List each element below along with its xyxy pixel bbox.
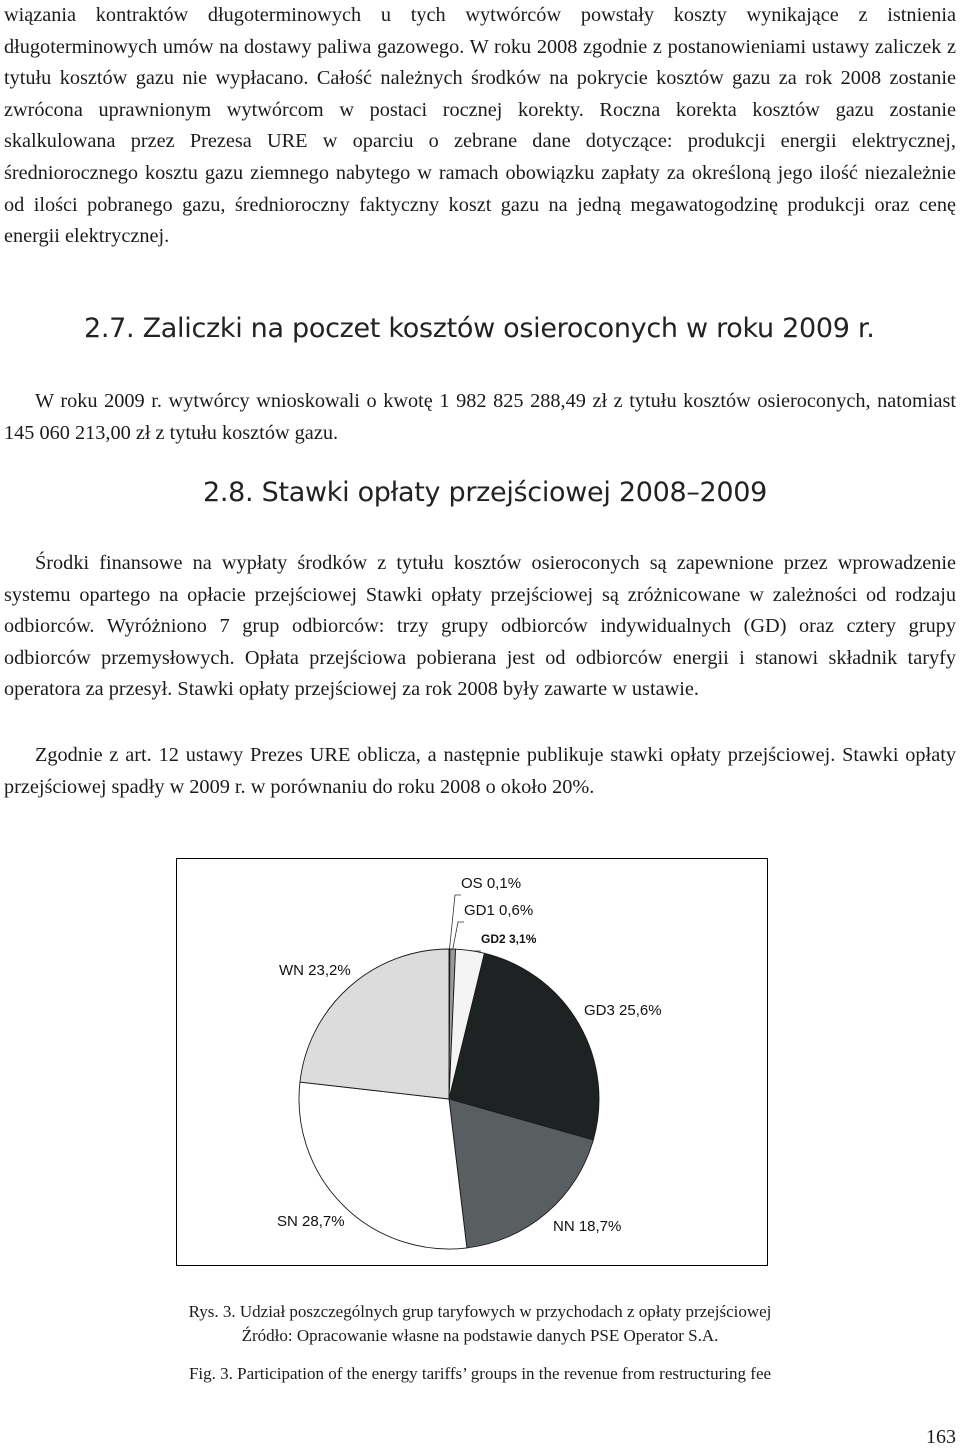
pie-label-os: OS 0,1% (461, 875, 522, 892)
body-paragraph-1: wiązania kontraktów długoterminowych u tych wytwórców powstały koszty wynikające z istnienia długoterminowych umów na dostawy paliwa gazowego. W roku 2008 zgodnie z postanowieniami ustawy zaliczek z tytułu kosztów gazu nie wypłacano. Całość należnych środków na pokrycie kosztów gazu za rok 2008 zostanie zwrócona uprawnionym wytwórcom w postaci rocznej korekty. Roczna korekta kosztów gazu zostanie skalkulowana przez Prezesa URE w oparciu o zebrane dane dotyczące: produkcji energii elektrycznej, średniorocznego kosztu gazu ziemnego nabytego w ramach obowiązku zapłaty za określoną jego ilość niezależnie od ilości pobranego gazu, średnioroczny faktyczny koszt gazu na jedną megawatogodzinę produkcji oraz cenę energii elektrycznej. (4, 4, 956, 248)
pie-leader-line-gd2 (470, 951, 481, 952)
pie-label-gd2: GD2 3,1% (481, 932, 537, 946)
body-paragraph-3: Środki finansowe na wypłaty środków z tytułu kosztów osieroconych są zapewnione przez wprowadzenie systemu opartego na opłacie przejściowej Stawki opłaty przejściowej są zróżnicowane w zależności od rodzaju odbiorców. Wyróżniono 7 grup odbiorców: trzy grupy odbiorców indywidualnych (GD) oraz cztery grupy odbiorców przemysłowych. Opłata przejściowa pobierana jest od odbiorców energii i stanowi składnik taryfy operatora za przesył. Stawki opłaty przejściowej za rok 2008 były zawarte w ustawie. (4, 552, 956, 701)
pie-chart (177, 859, 767, 1265)
pie-label-nn: NN 18,7% (553, 1218, 622, 1235)
figure-caption: Rys. 3. Udział poszczególnych grup taryfowych w przychodach z opłaty przejściowej (188, 1302, 772, 1321)
figure-caption-english: Fig. 3. Participation of the energy tariffs’ groups in the revenue from restructuring fee (188, 1364, 772, 1383)
section-heading-2-7: 2.7. Zaliczki na poczet kosztów osieroconych w roku 2009 r. (84, 313, 875, 344)
section-heading-2-8: 2.8. Stawki opłaty przejściowej 2008–2009 (203, 477, 768, 508)
pie-chart-frame (176, 858, 768, 1266)
pie-label-sn: SN 28,7% (277, 1213, 345, 1230)
body-paragraph-4: Zgodnie z art. 12 ustawy Prezes URE oblicza, a następnie publikuje stawki opłaty przejściowej. Stawki opłaty przejściowej spadły w 2009 r. w porównaniu do roku 2008 o około 20%. (4, 744, 956, 798)
pie-label-gd3: GD3 25,6% (584, 1002, 662, 1019)
pie-label-gd1: GD1 0,6% (464, 902, 534, 919)
figure-source: Źródło: Opracowanie własne na podstawie danych PSE Operator S.A. (241, 1326, 719, 1345)
body-paragraph-2: W roku 2009 r. wytwórcy wnioskowali o kwotę 1 982 825 288,49 zł z tytułu kosztów osieroconych, natomiast 145 060 213,00 zł z tytułu kosztów gazu. (4, 390, 956, 444)
pie-label-wn: WN 23,2% (279, 962, 351, 979)
pie-leader-line-gd1 (453, 922, 464, 949)
page-number: 163 (926, 1426, 956, 1448)
